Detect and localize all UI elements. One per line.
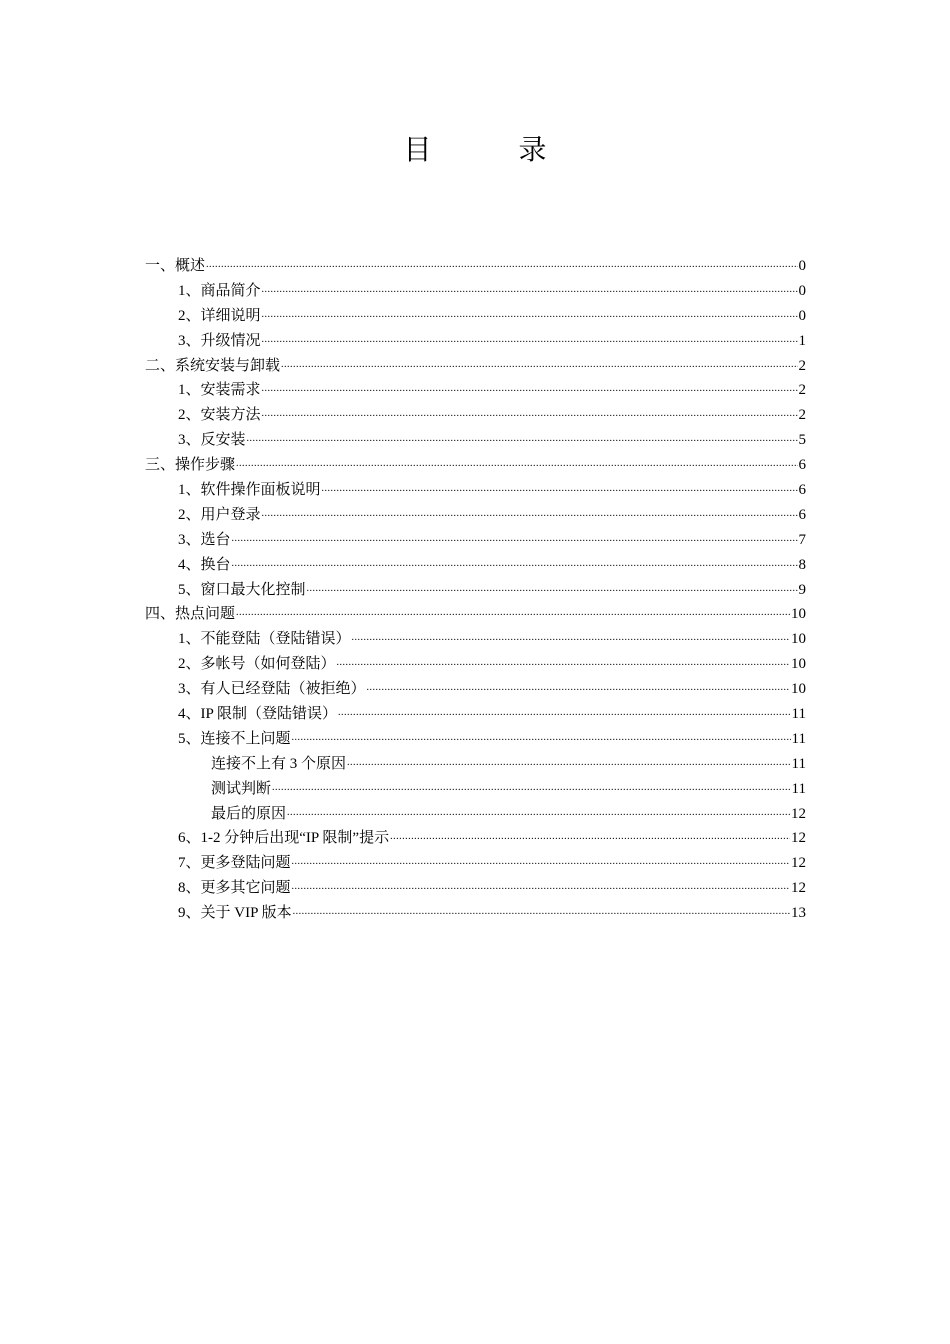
toc-dot-leader (262, 409, 798, 419)
toc-dot-leader (281, 360, 797, 370)
toc-entry-title: 1、商品简介 (178, 282, 261, 299)
toc-dot-leader (272, 783, 791, 793)
toc-entry[interactable] (145, 851, 806, 876)
toc-entry[interactable] (145, 752, 806, 777)
toc-entry[interactable] (145, 802, 806, 827)
toc-entry-title: 3、反安装 (178, 432, 246, 449)
toc-entry-page-number: 2 (798, 357, 806, 374)
toc-entry-page-number: 9 (798, 581, 806, 598)
toc-entry-page-number: 0 (798, 282, 806, 299)
toc-entry-page-number: 1 (798, 332, 806, 349)
toc-entry-title: 3、升级情况 (178, 332, 261, 349)
toc-entry-title: 三、操作步骤 (145, 457, 236, 474)
toc-entry-page-number: 2 (798, 382, 806, 399)
toc-entry-title: 1、软件操作面板说明 (178, 482, 321, 499)
toc-entry[interactable] (145, 403, 806, 428)
toc-entry-title: 5、窗口最大化控制 (178, 581, 306, 598)
toc-dot-leader (262, 335, 798, 345)
toc-entry-title: 一、概述 (145, 258, 206, 274)
toc-entry-title: 4、IP 限制（登陆错误） (178, 706, 338, 723)
toc-entry-title: 四、热点问题 (145, 606, 236, 623)
toc-dot-leader (287, 808, 790, 818)
toc-entry-title: 4、换台 (178, 556, 231, 573)
toc-entry[interactable] (145, 304, 806, 329)
toc-entry[interactable] (145, 627, 806, 652)
toc-entry-page-number: 10 (791, 606, 806, 623)
toc-entry-title: 测试判断 (211, 780, 272, 797)
toc-entry[interactable] (145, 279, 806, 304)
toc-entry[interactable] (145, 876, 806, 901)
toc-entry[interactable] (145, 677, 806, 702)
toc-entry[interactable] (145, 528, 806, 553)
toc-entry[interactable] (145, 901, 806, 926)
toc-entry[interactable] (145, 777, 806, 802)
toc-entry[interactable] (145, 428, 806, 453)
toc-entry-title: 6、1-2 分钟后出现“IP 限制”提示 (178, 830, 390, 847)
toc-entry-page-number: 0 (798, 307, 806, 324)
toc-entry-page-number: 0 (798, 258, 806, 274)
toc-entry-page-number: 7 (798, 531, 806, 548)
toc-entry-title: 2、详细说明 (178, 307, 261, 324)
toc-dot-leader (293, 907, 790, 917)
toc-entry[interactable] (145, 503, 806, 528)
toc-dot-leader (367, 683, 790, 693)
toc-entry[interactable] (145, 354, 806, 379)
toc-entry-page-number: 6 (798, 506, 806, 523)
toc-entry-title: 8、更多其它问题 (178, 880, 291, 897)
toc-entry[interactable] (145, 254, 806, 279)
toc-entry[interactable] (145, 652, 806, 677)
toc-dot-leader (338, 708, 791, 718)
toc-dot-leader (307, 584, 798, 594)
toc-dot-leader (262, 384, 798, 394)
table-of-contents (145, 254, 806, 926)
toc-entry-title: 1、安装需求 (178, 382, 261, 399)
toc-entry-page-number: 6 (798, 482, 806, 499)
toc-entry-title: 3、有人已经登陆（被拒绝） (178, 681, 366, 698)
toc-dot-leader (236, 608, 790, 618)
toc-entry-page-number: 6 (798, 457, 806, 474)
toc-entry-title: 9、关于 VIP 版本 (178, 905, 292, 922)
toc-entry-page-number: 5 (798, 432, 806, 449)
toc-entry-page-number: 10 (791, 681, 806, 698)
toc-dot-leader (232, 559, 798, 569)
toc-dot-leader (390, 832, 790, 842)
toc-entry-title: 2、用户登录 (178, 506, 261, 523)
toc-entry-title: 二、系统安装与卸载 (145, 357, 281, 374)
toc-dot-leader (262, 509, 798, 519)
toc-entry-page-number: 11 (791, 755, 806, 772)
toc-dot-leader (347, 758, 791, 768)
toc-dot-leader (352, 633, 790, 643)
toc-dot-leader (236, 459, 797, 469)
toc-entry-page-number: 2 (798, 407, 806, 424)
toc-entry[interactable] (145, 453, 806, 478)
toc-dot-leader (292, 733, 791, 743)
toc-entry-title: 2、安装方法 (178, 407, 261, 424)
toc-entry-page-number: 13 (791, 905, 806, 922)
toc-entry[interactable] (145, 553, 806, 578)
toc-dot-leader (292, 857, 790, 867)
toc-entry-title: 1、不能登陆（登陆错误） (178, 631, 351, 648)
toc-entry[interactable] (145, 702, 806, 727)
toc-entry[interactable] (145, 727, 806, 752)
toc-entry-page-number: 11 (791, 780, 806, 797)
toc-entry-page-number: 11 (791, 706, 806, 723)
page-title: 目 录 (403, 135, 587, 166)
toc-dot-leader (247, 434, 798, 444)
toc-entry[interactable] (145, 826, 806, 851)
toc-dot-leader (206, 260, 797, 270)
toc-entry-title: 7、更多登陆问题 (178, 855, 291, 872)
toc-entry-page-number: 8 (798, 556, 806, 573)
toc-entry-page-number: 10 (791, 656, 806, 673)
toc-entry-page-number: 12 (791, 880, 806, 897)
toc-dot-leader (232, 534, 798, 544)
toc-dot-leader (322, 484, 798, 494)
toc-entry-title: 连接不上有 3 个原因 (211, 755, 347, 772)
toc-dot-leader (262, 310, 798, 320)
toc-entry[interactable] (145, 329, 806, 354)
toc-entry-page-number: 12 (791, 830, 806, 847)
toc-dot-leader (262, 285, 798, 295)
toc-entry[interactable] (145, 378, 806, 403)
toc-entry[interactable] (145, 478, 806, 503)
toc-entry-title: 最后的原因 (211, 805, 287, 822)
toc-dot-leader (292, 882, 790, 892)
toc-entry[interactable] (145, 578, 806, 603)
toc-entry-title: 5、连接不上问题 (178, 730, 291, 747)
toc-entry[interactable] (145, 602, 806, 627)
toc-entry-title: 2、多帐号（如何登陆） (178, 656, 336, 673)
toc-entry-page-number: 12 (791, 805, 806, 822)
toc-entry-page-number: 10 (791, 631, 806, 648)
toc-entry-page-number: 12 (791, 855, 806, 872)
toc-entry-page-number: 11 (791, 730, 806, 747)
toc-entry-title: 3、选台 (178, 531, 231, 548)
toc-dot-leader (337, 658, 790, 668)
